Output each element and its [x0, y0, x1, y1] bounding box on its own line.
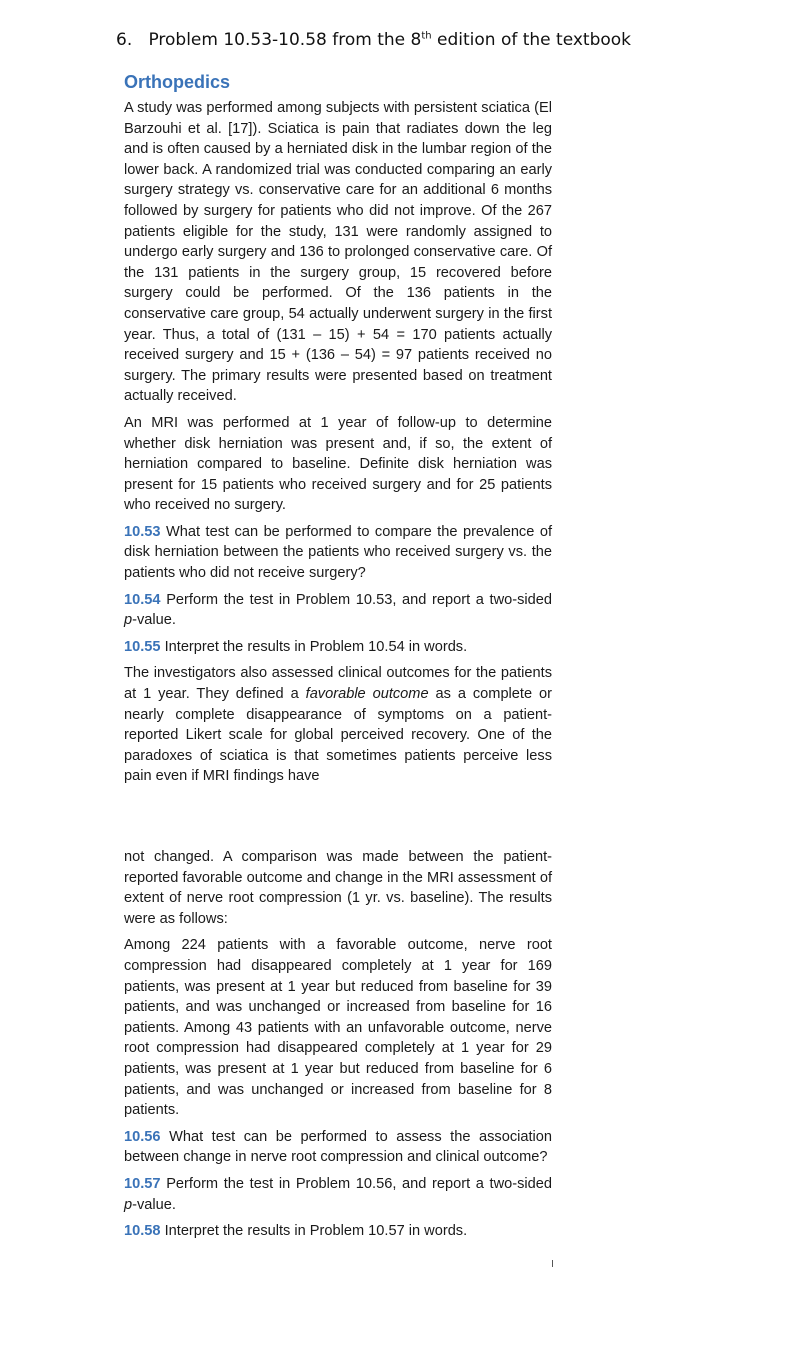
- text-column-2: [124, 847, 552, 1248]
- problem-text: Perform the test in Problem 10.53, and report a two-sided: [166, 591, 552, 608]
- problem-text: Interpret the results in Problem 10.57 in words.: [164, 1223, 468, 1240]
- problem-number: 10.55: [124, 638, 161, 655]
- problem-text: Perform the test in Problem 10.56, and report a two-sided: [166, 1175, 552, 1192]
- outcomes-text: The investigators also assessed clinical outcomes for the patients at 1 year. They defined a: [124, 665, 552, 703]
- results-paragraph: Among 224 patients with a favorable outcome, nerve root compression had disappeared completely at 1 year for 169 patients, was present at 1 year but reduced from baseline for 39 patients, and was unchanged or increased from baseline for 16 patients. Among 43 patients with an unfavorable outcome, nerve root compression had disappeared completely at 1 year for 29 patients, was present at 1 year but reduced from baseline for 6 patients, and was unchanged or increased from baseline for 8 patients.: [124, 937, 552, 1119]
- problem-text: Interpret the results in Problem 10.54 in words.: [164, 638, 468, 655]
- study-description-paragraph: A study was performed among subjects with persistent sciatica (El Barzouhi et al. [17]). Sciatica is pain that radiates down the leg and is often caused by a herniated disk in the lumbar region of the lower back. A randomized trial was conducted comparing an early surgery strategy vs. conservative care for an additional 6 months followed by surgery for patients who did not improve. Of the 267 patients eligible for the study, 131 were randomly assigned to undergo early surgery and 136 to prolonged conservative care. Of the 131 patients in the surgery group, 15 recovered before surgery could be performed. Of the 136 patients in the conservative care group, 54 actually underwent surgery in the first year. Thus, a total of (131 – 15) + 54 = 170 patients actually received surgery and 15 + (136 – 54) = 97 patients received no surgery. The primary results were presented based on treatment actually received.: [124, 100, 552, 405]
- outcomes-text-end: as a complete or nearly complete disappearance of symptoms on a patient-reported Likert scale for global perceived recovery. One of the paradoxes of sciatica is that sometimes patients perceive less pain even if MRI findings have: [124, 686, 552, 785]
- problem-10-55: [124, 637, 552, 658]
- problem-10-54: [124, 590, 552, 631]
- problem-number: 10.54: [124, 591, 161, 608]
- problem-text: What test can be performed to assess the association between change in nerve root compression and clinical outcome?: [124, 1128, 552, 1166]
- assignment-heading: [116, 30, 631, 50]
- outcomes-italic: favorable outcome: [305, 686, 429, 703]
- heading-number: 6.: [116, 30, 133, 50]
- mri-paragraph: An MRI was performed at 1 year of follow-up to determine whether disk herniation was present and, if so, the extent of herniation compared to baseline. Definite disk herniation was present for 15 patients who received surgery and for 25 patients who received no surgery.: [124, 414, 552, 514]
- problem-text-end: -value.: [132, 612, 176, 629]
- problem-number: 10.58: [124, 1223, 161, 1240]
- problem-number: 10.53: [124, 523, 161, 540]
- problem-10-57: [124, 1174, 552, 1215]
- comparison-paragraph: not changed. A comparison was made between the patient-reported favorable outcome and change in the MRI assessment of extent of nerve root compression (1 yr. vs. baseline). The results were as follows:: [124, 849, 552, 927]
- problem-text-end: -value.: [132, 1196, 176, 1213]
- problem-text-italic: p: [124, 1196, 133, 1213]
- problem-number: 10.57: [124, 1175, 161, 1192]
- problem-text-italic: p: [124, 612, 133, 629]
- problem-text: What test can be performed to compare the prevalence of disk herniation between the patients who received surgery vs. the patients who did not receive surgery?: [124, 523, 552, 582]
- problem-10-53: [124, 522, 552, 584]
- problem-10-58: [124, 1221, 552, 1242]
- problem-10-56: [124, 1127, 552, 1168]
- heading-text-after: edition of the textbook: [431, 30, 632, 50]
- text-column-1: [124, 98, 552, 793]
- heading-text-before: Problem 10.53-10.58 from the 8: [148, 30, 422, 50]
- problem-number: 10.56: [124, 1128, 161, 1145]
- stray-mark: [552, 1260, 553, 1267]
- section-title: Orthopedics: [124, 72, 231, 92]
- outcomes-paragraph: [124, 663, 552, 787]
- heading-superscript: th: [421, 30, 432, 42]
